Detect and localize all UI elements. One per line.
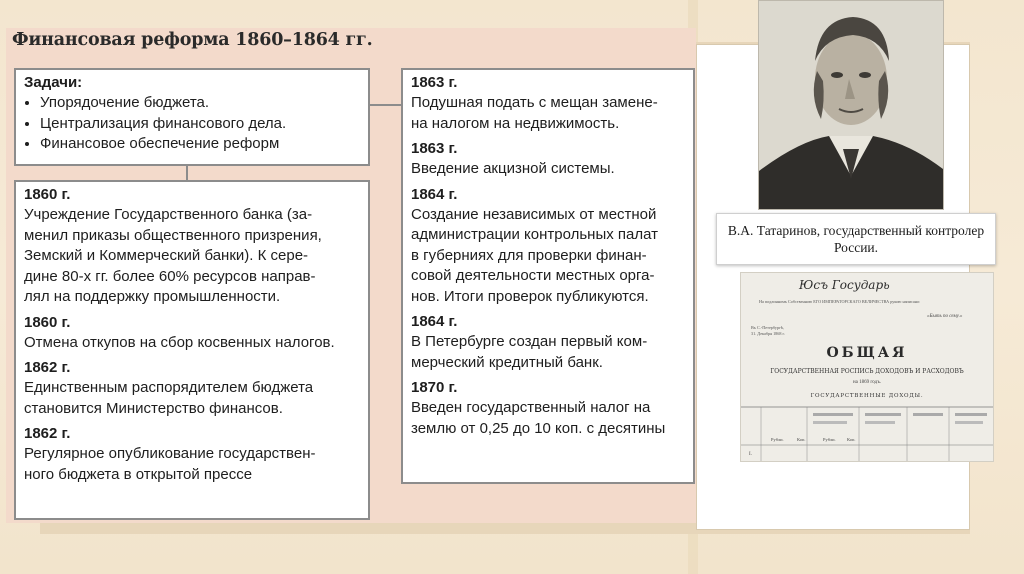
- portrait-caption: В.А. Татаринов, государственный контролер России.: [716, 213, 996, 265]
- entry-year: 1864 г.: [411, 313, 458, 330]
- reform-entry: [411, 185, 685, 308]
- entry-text: [411, 93, 685, 134]
- doc-col-unit: Рубли.: [771, 437, 784, 442]
- entry-text: [411, 205, 685, 308]
- doc-col-unit: Коп.: [847, 437, 856, 442]
- doc-place-date: Въ С.-Петербургѣ,: [751, 325, 785, 330]
- text-line: Учреждение Государственного банка (за-: [24, 206, 313, 223]
- doc-col-unit: Рубли.: [823, 437, 836, 442]
- text-line: администрации контрольных палат: [411, 226, 659, 243]
- budget-document-scan: [741, 273, 993, 461]
- tasks-heading: Задачи:: [24, 74, 83, 91]
- reform-entry: [411, 73, 685, 134]
- text-line: Создание независимых от местной: [411, 205, 657, 223]
- text-line: ного бюджета в открытой прессе: [24, 465, 253, 483]
- text-line: дине 80-х гг. более 60% ресурсов направ-: [24, 267, 316, 285]
- text-line: Введение акцизной системы.: [411, 160, 615, 177]
- text-line: на налогом на недвижимость.: [411, 114, 620, 132]
- tasks-box: [14, 68, 370, 166]
- portrait-image: [758, 0, 944, 210]
- list-item: • Упорядочение бюджета.: [40, 93, 360, 114]
- text-line: Регулярное опубликование государствен-: [24, 445, 316, 462]
- reform-entry: [24, 313, 360, 354]
- text-line: Введен государственный налог на: [411, 399, 651, 416]
- connector-line: [370, 104, 401, 106]
- text-line: В Петербурге создан первый ком-: [411, 333, 648, 350]
- reform-entry: [24, 358, 360, 419]
- text-line: Единственным распорядителем бюджета: [24, 379, 314, 396]
- doc-subtitle: ГОСУДАРСТВЕННАЯ РОСПИСЬ ДОХОДОВЪ И РАСХОДОВЪ: [770, 368, 964, 375]
- entry-text: [24, 205, 360, 308]
- portrait-engraving: [759, 1, 943, 209]
- reform-entry: [24, 424, 360, 485]
- doc-col-unit: Коп.: [797, 437, 806, 442]
- doc-year-line: на 1869 годъ.: [852, 380, 882, 385]
- doc-handwriting: Юсъ Государь: [799, 278, 890, 292]
- reform-entry: [411, 312, 685, 373]
- doc-big-title: ОБЩАЯ: [826, 345, 908, 361]
- list-item: • Финансовое обеспечение реформ: [40, 134, 360, 155]
- text-line: становится Министерство финансов.: [24, 399, 283, 417]
- entry-text: [24, 333, 360, 354]
- page-title: Финансовая реформа 1860–1864 гг.: [12, 30, 373, 50]
- text-line: мерческий кредитный банк.: [411, 353, 603, 371]
- text-line: нов. Итоги проверок публикуются.: [411, 287, 649, 305]
- connector-line: [186, 166, 188, 180]
- entry-text: [24, 378, 360, 419]
- entry-year: 1870 г.: [411, 379, 458, 396]
- doc-section: ГОСУДАРСТВЕННЫЕ ДОХОДЫ.: [810, 393, 924, 399]
- doc-row-label: I.: [749, 452, 752, 457]
- entry-text: [411, 398, 685, 439]
- entry-year: 1860 г.: [24, 186, 71, 203]
- doc-place-date: 31. Декабря 1868 г.: [751, 331, 785, 336]
- text-line: Отмена откупов на сбор косвенных налогов.: [24, 333, 335, 351]
- reform-entry: [24, 185, 360, 308]
- reform-entry: [411, 378, 685, 439]
- entry-text: [411, 159, 685, 180]
- left-reforms-box: [14, 180, 370, 520]
- text-line: в губерниях для проверки финан-: [411, 246, 647, 264]
- entry-year: 1862 г.: [24, 359, 71, 376]
- text-line: совой деятельности местных орга-: [411, 267, 655, 284]
- entry-year: 1863 г.: [411, 74, 458, 91]
- text-line: землю от 0,25 до 10 коп. с десятины: [411, 419, 666, 437]
- list-item: • Централизация финансового дела.: [40, 114, 360, 135]
- text-line: Подушная подать с мещан замене-: [411, 94, 658, 111]
- right-reforms-box: [401, 68, 695, 484]
- entry-text: [24, 444, 360, 485]
- entry-text: [411, 332, 685, 373]
- entry-year: 1862 г.: [24, 425, 71, 442]
- entry-year: 1864 г.: [411, 185, 458, 203]
- tasks-list: [24, 93, 360, 155]
- text-line: Земский и Коммерческий банки). К сере-: [24, 247, 309, 264]
- reform-entry: [411, 139, 685, 180]
- budget-document-image: [740, 272, 994, 462]
- text-line: лял на поддержку промышленности.: [24, 288, 281, 305]
- entry-year: 1860 г.: [24, 313, 71, 331]
- doc-top-line: На подлинномъ Собственною ЕГО ИМПЕРАТОРСКАГО ВЕЛИЧЕСТВА рукою написано:: [759, 299, 921, 304]
- doc-quote: «Быть по сему.»: [927, 314, 963, 319]
- entry-year: 1863 г.: [411, 140, 458, 157]
- text-line: менил приказы общественного призрения,: [24, 226, 322, 244]
